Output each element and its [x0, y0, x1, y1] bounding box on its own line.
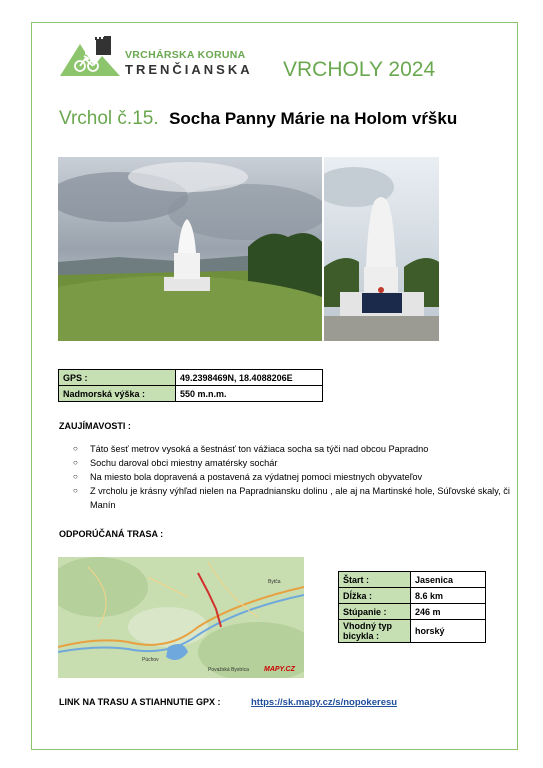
peak-name: Socha Panny Márie na Holom vŕšku — [169, 109, 458, 128]
peak-title — [59, 108, 457, 130]
start-value: Jasenica — [411, 572, 486, 588]
link-label: LINK NA TRASU A STIAHNUTIE GPX : — [59, 697, 221, 707]
gps-info-table — [58, 369, 323, 402]
year-title: VRCHOLY 2024 — [283, 58, 436, 81]
brand-line1: VRCHÁRSKA KORUNA — [125, 49, 246, 61]
brand-line2: TRENČIANSKA — [125, 62, 253, 77]
route-info-table — [338, 571, 486, 643]
route-heading: ODPORÚČANÁ TRASA : — [59, 529, 164, 539]
list-item: ○ Sochu daroval obci miestny amatérsky sochár — [59, 456, 519, 470]
map-label-bytca: Bytča — [268, 579, 281, 585]
interests-heading: ZAUJÍMAVOSTI : — [59, 421, 131, 431]
start-label: Štart : — [339, 572, 411, 588]
bike-label: Vhodný typ bicykla : — [339, 620, 411, 643]
map-label-povazska: Považská Bystrica — [208, 667, 249, 673]
statue-landscape-photo — [58, 157, 322, 341]
bike-value: horský — [411, 620, 486, 643]
table-row — [339, 620, 486, 643]
altitude-value: 550 m.n.m. — [176, 386, 323, 402]
map-label-puchov: Púchov — [142, 657, 159, 663]
list-item: ○ Na miesto bola dopravená a postavená za výdatnej pomoci miestnych obyvateľov — [59, 470, 519, 484]
list-item: ○ Z vrcholu je krásny výhľad nielen na Papradniansku dolinu , ale aj na Martinské hole, Súľovské skaly, či Manín — [59, 484, 519, 512]
map-canvas — [58, 557, 304, 678]
statue-closeup-photo — [324, 157, 439, 341]
altitude-label: Nadmorská výška : — [59, 386, 176, 402]
table-row — [59, 370, 323, 386]
mapy-watermark: MAPY.CZ — [264, 666, 295, 673]
climb-value: 246 m — [411, 604, 486, 620]
gps-label: GPS : — [59, 370, 176, 386]
length-value: 8.6 km — [411, 588, 486, 604]
interests-list — [59, 442, 519, 512]
table-row — [59, 386, 323, 402]
list-item: ○ Táto šesť metrov vysoká a šestnásť ton vážiaca socha sa týči nad obcou Papradno — [59, 442, 519, 456]
climb-label: Stúpanie : — [339, 604, 411, 620]
bike-castle-logo — [60, 36, 120, 76]
table-row — [339, 572, 486, 588]
route-link[interactable]: https://sk.mapy.cz/s/nopokeresu — [251, 697, 398, 708]
table-row — [339, 588, 486, 604]
length-label: Dĺžka : — [339, 588, 411, 604]
gps-value: 49.2398469N, 18.4088206E — [176, 370, 323, 386]
table-row — [339, 604, 486, 620]
peak-number: Vrchol č.15. — [59, 108, 159, 129]
route-map[interactable] — [58, 557, 304, 678]
